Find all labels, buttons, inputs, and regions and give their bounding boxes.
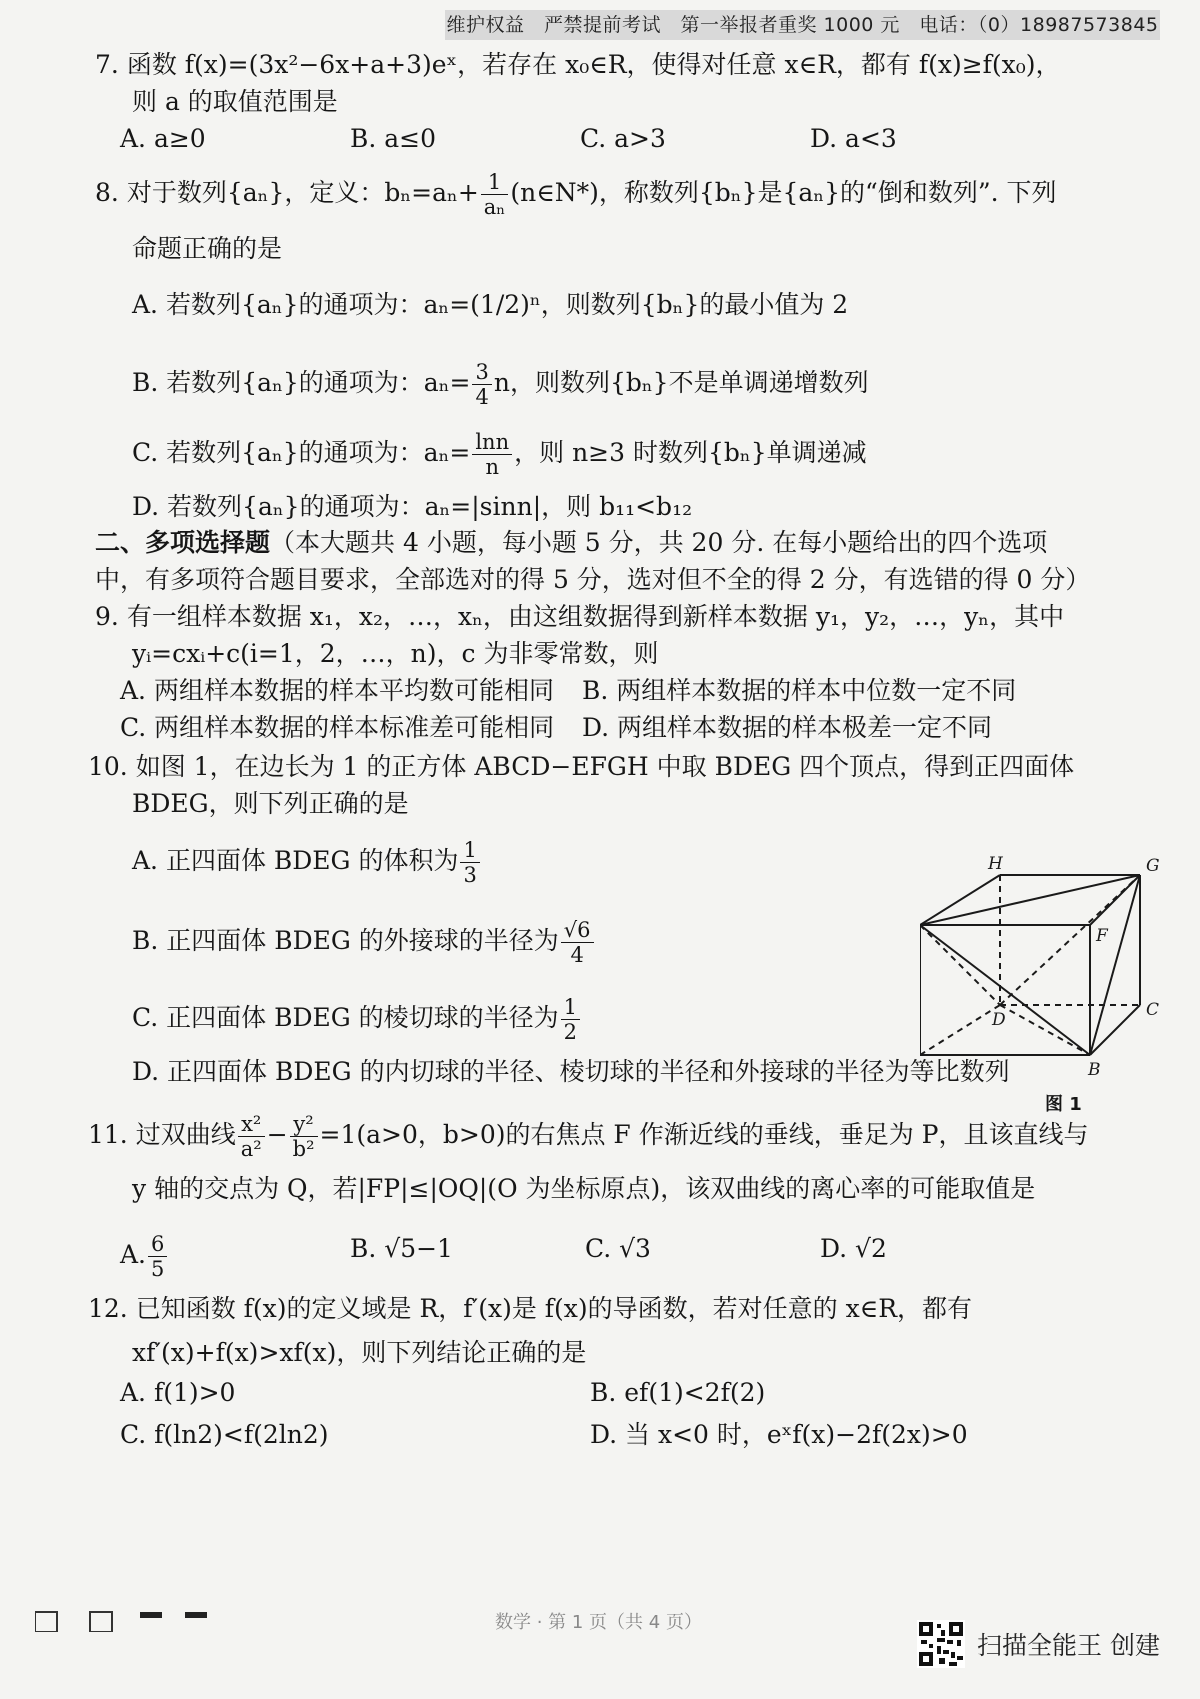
q8-frac-den: aₙ xyxy=(483,195,506,219)
q9-number: 9. xyxy=(95,602,119,631)
q11-minus: − xyxy=(266,1120,288,1149)
q10-opt-a-text: A. 正四面体 BDEG 的体积为 xyxy=(132,846,459,875)
q11-opt-a-frac xyxy=(148,1232,167,1281)
q10-stem: 如图 1，在边长为 1 的正方体 ABCD−EFGH 中取 BDEG 四个顶点，得到正四面体 xyxy=(135,752,1075,781)
q11-frac-y-den: b² xyxy=(292,1137,315,1161)
tetra-dg xyxy=(1000,875,1140,1005)
q11-option-a xyxy=(120,1232,169,1281)
q9-option-a: A. 两组样本数据的样本平均数可能相同 xyxy=(120,676,554,705)
q10-opt-c-num: 1 xyxy=(561,995,580,1020)
label-b: B xyxy=(1088,1060,1101,1080)
q11-line1 xyxy=(88,1112,1089,1161)
cube-figure xyxy=(920,855,1170,1085)
footer-bar-2 xyxy=(185,1612,207,1618)
figure-caption: 图 1 xyxy=(1045,1094,1082,1115)
q8-opt-b-text: B. 若数列{aₙ}的通项为：aₙ= xyxy=(132,368,471,397)
q10-opt-b-text: B. 正四面体 BDEG 的外接球的半径为 xyxy=(132,926,559,955)
q10-option-d: D. 正四面体 BDEG 的内切球的半径、棱切球的半径和外接球的半径为等比数列 xyxy=(132,1057,1010,1086)
q10-opt-c-den: 2 xyxy=(563,1020,578,1044)
q11-line2: y 轴的交点为 Q，若|FP|≤|OQ|(O 为坐标原点)，该双曲线的离心率的可能取值是 xyxy=(132,1174,1036,1203)
q12-option-d: D. 当 x<0 时，eˣf(x)−2f(2x)>0 xyxy=(590,1420,968,1449)
label-f: F xyxy=(1096,926,1108,946)
q11-frac-x xyxy=(238,1112,265,1161)
q11-frac-y-num: y² xyxy=(290,1112,318,1137)
q9-option-d: D. 两组样本数据的样本极差一定不同 xyxy=(582,713,993,742)
q9-line2: yᵢ=cxᵢ+c(i=1，2，…，n)，c 为非零常数，则 xyxy=(132,639,659,668)
edge-ad xyxy=(920,1005,1000,1055)
q8-opt-c-num: lnn xyxy=(472,430,512,455)
q7-option-d: D. a<3 xyxy=(810,124,897,153)
section2-line2: 中，有多项符合题目要求，全部选对的得 5 分，选对但不全的得 2 分，有选错的得 0 分） xyxy=(95,565,1091,594)
tetra-gb xyxy=(1090,875,1140,1055)
q10-opt-a-den: 3 xyxy=(463,863,477,887)
footer-bar-1 xyxy=(140,1612,162,1618)
tetra-eg xyxy=(920,875,1140,925)
q9-option-b: B. 两组样本数据的样本中位数一定不同 xyxy=(582,676,1017,705)
header-banner: 维护权益 严禁提前考试 第一举报者重奖 1000 元 电话：（0）18987573845 xyxy=(445,10,1160,40)
q8-option-b xyxy=(132,360,869,409)
q12-number: 12. xyxy=(88,1294,128,1323)
q11-stem-b: =1(a>0，b>0)的右焦点 F 作渐近线的垂线，垂足为 P，且该直线与 xyxy=(319,1120,1089,1149)
q8-opt-b-frac xyxy=(472,360,491,409)
q8-opt-c-frac xyxy=(472,430,512,479)
q12-option-b: B. ef(1)<2f(2) xyxy=(590,1378,766,1407)
q7-option-b: B. a≤0 xyxy=(350,124,437,153)
q11-opt-a-den: 5 xyxy=(151,1257,165,1281)
q8-opt-c-den: n xyxy=(485,455,499,479)
footer-box-2 xyxy=(90,1612,112,1632)
q8-stem-b: (n∈N*)，称数列{bₙ}是{aₙ}的“倒和数列”. 下列 xyxy=(510,178,1057,207)
tetra-ed xyxy=(920,925,1000,1005)
q10-opt-a-num: 1 xyxy=(460,838,479,863)
q10-line1 xyxy=(88,750,1074,784)
q7-option-c: C. a>3 xyxy=(580,124,666,153)
tetra-db xyxy=(1000,1005,1090,1055)
scanner-watermark xyxy=(917,1619,1160,1669)
q10-opt-b-den: 4 xyxy=(570,943,584,967)
q7-number: 7. xyxy=(95,50,119,79)
q8-opt-b-tail: n，则数列{bₙ}不是单调递增数列 xyxy=(493,368,869,397)
q12-stem: 已知函数 f(x)的定义域是 R，f′(x)是 f(x)的导函数，若对任意的 x∈R，都有 xyxy=(135,1294,973,1323)
qr-code-icon xyxy=(917,1620,965,1668)
q8-line1 xyxy=(95,170,1057,219)
q11-opt-a-label: A. xyxy=(120,1240,147,1269)
q11-stem-a: 过双曲线 xyxy=(135,1120,236,1149)
q12-option-a: A. f(1)>0 xyxy=(120,1378,236,1407)
q10-line2: BDEG，则下列正确的是 xyxy=(132,789,409,818)
q8-option-c xyxy=(132,430,867,479)
q12-line2: xf′(x)+f(x)>xf(x)，则下列结论正确的是 xyxy=(132,1338,587,1367)
q8-opt-a-tail: ，则数列{bₙ}的最小值为 2 xyxy=(540,290,849,319)
q11-frac-x-num: x² xyxy=(238,1112,265,1137)
section2-line1 xyxy=(95,526,1047,560)
q10-opt-b-frac xyxy=(561,918,594,967)
q11-opt-a-num: 6 xyxy=(148,1232,167,1257)
section2-title: 二、多项选择题 xyxy=(95,528,271,557)
q11-option-d: D. √2 xyxy=(820,1234,887,1263)
q8-number: 8. xyxy=(95,178,119,207)
q10-option-c xyxy=(132,995,582,1044)
q10-option-a xyxy=(132,838,482,887)
q10-opt-c-text: C. 正四面体 BDEG 的棱切球的半径为 xyxy=(132,1003,559,1032)
q10-opt-c-frac xyxy=(561,995,580,1044)
q8-fraction xyxy=(481,170,509,219)
q7-line1 xyxy=(95,48,1061,82)
label-d: D xyxy=(992,1010,1006,1030)
footer-box-1 xyxy=(35,1612,57,1632)
q11-option-c: C. √3 xyxy=(585,1234,651,1263)
q9-stem: 有一组样本数据 x₁，x₂，…，xₙ，由这组数据得到新样本数据 y₁，y₂，…，yₙ，其中 xyxy=(126,602,1065,631)
q8-opt-b-num: 3 xyxy=(472,360,491,385)
q11-frac-x-den: a² xyxy=(240,1137,262,1161)
edge-eh xyxy=(920,875,1000,925)
q7-option-a: A. a≥0 xyxy=(120,124,206,153)
q8-frac-num: 1 xyxy=(481,170,509,195)
q8-opt-b-den: 4 xyxy=(475,385,489,409)
q10-opt-a-frac xyxy=(460,838,479,887)
label-h: H xyxy=(988,855,1003,874)
q10-option-b xyxy=(132,918,596,967)
q11-option-b: B. √5−1 xyxy=(350,1234,453,1263)
footer-page-text: 数学 · 第 1 页（共 4 页） xyxy=(495,1612,702,1632)
q8-line2: 命题正确的是 xyxy=(132,234,283,263)
q10-number: 10. xyxy=(88,752,128,781)
label-g: G xyxy=(1146,856,1160,876)
q8-stem-a: 对于数列{aₙ}，定义：bₙ=aₙ+ xyxy=(126,178,479,207)
q12-option-c: C. f(ln2)<f(2ln2) xyxy=(120,1420,329,1449)
section2-desc1: （本大题共 4 小题，每小题 5 分，共 20 分. 在每小题给出的四个选项 xyxy=(270,528,1048,557)
q8-opt-a-text: A. 若数列{aₙ}的通项为：aₙ= xyxy=(132,290,471,319)
q8-opt-a-expr: (1/2)ⁿ xyxy=(470,290,541,319)
label-c: C xyxy=(1146,1000,1160,1020)
q8-opt-c-text: C. 若数列{aₙ}的通项为：aₙ= xyxy=(132,438,471,467)
q11-frac-y xyxy=(290,1112,318,1161)
q7-stem: 函数 f(x)=(3x²−6x+a+3)eˣ，若存在 x₀∈R，使得对任意 x∈R，都有 f(x)≥f(x₀)， xyxy=(126,50,1061,79)
q9-line1 xyxy=(95,600,1064,634)
q11-number: 11. xyxy=(88,1120,128,1149)
q7-line2: 则 a 的取值范围是 xyxy=(132,87,338,116)
q8-opt-c-tail: ，则 n≥3 时数列{bₙ}单调递减 xyxy=(514,438,867,467)
q10-opt-b-num: √6 xyxy=(561,918,594,943)
q8-option-a xyxy=(132,288,848,322)
q9-option-c: C. 两组样本数据的样本标准差可能相同 xyxy=(120,713,555,742)
scanner-text: 扫描全能王 创建 xyxy=(977,1631,1160,1660)
q8-option-d: D. 若数列{aₙ}的通项为：aₙ=|sinn|，则 b₁₁<b₁₂ xyxy=(132,492,693,521)
q12-line1 xyxy=(88,1292,972,1326)
